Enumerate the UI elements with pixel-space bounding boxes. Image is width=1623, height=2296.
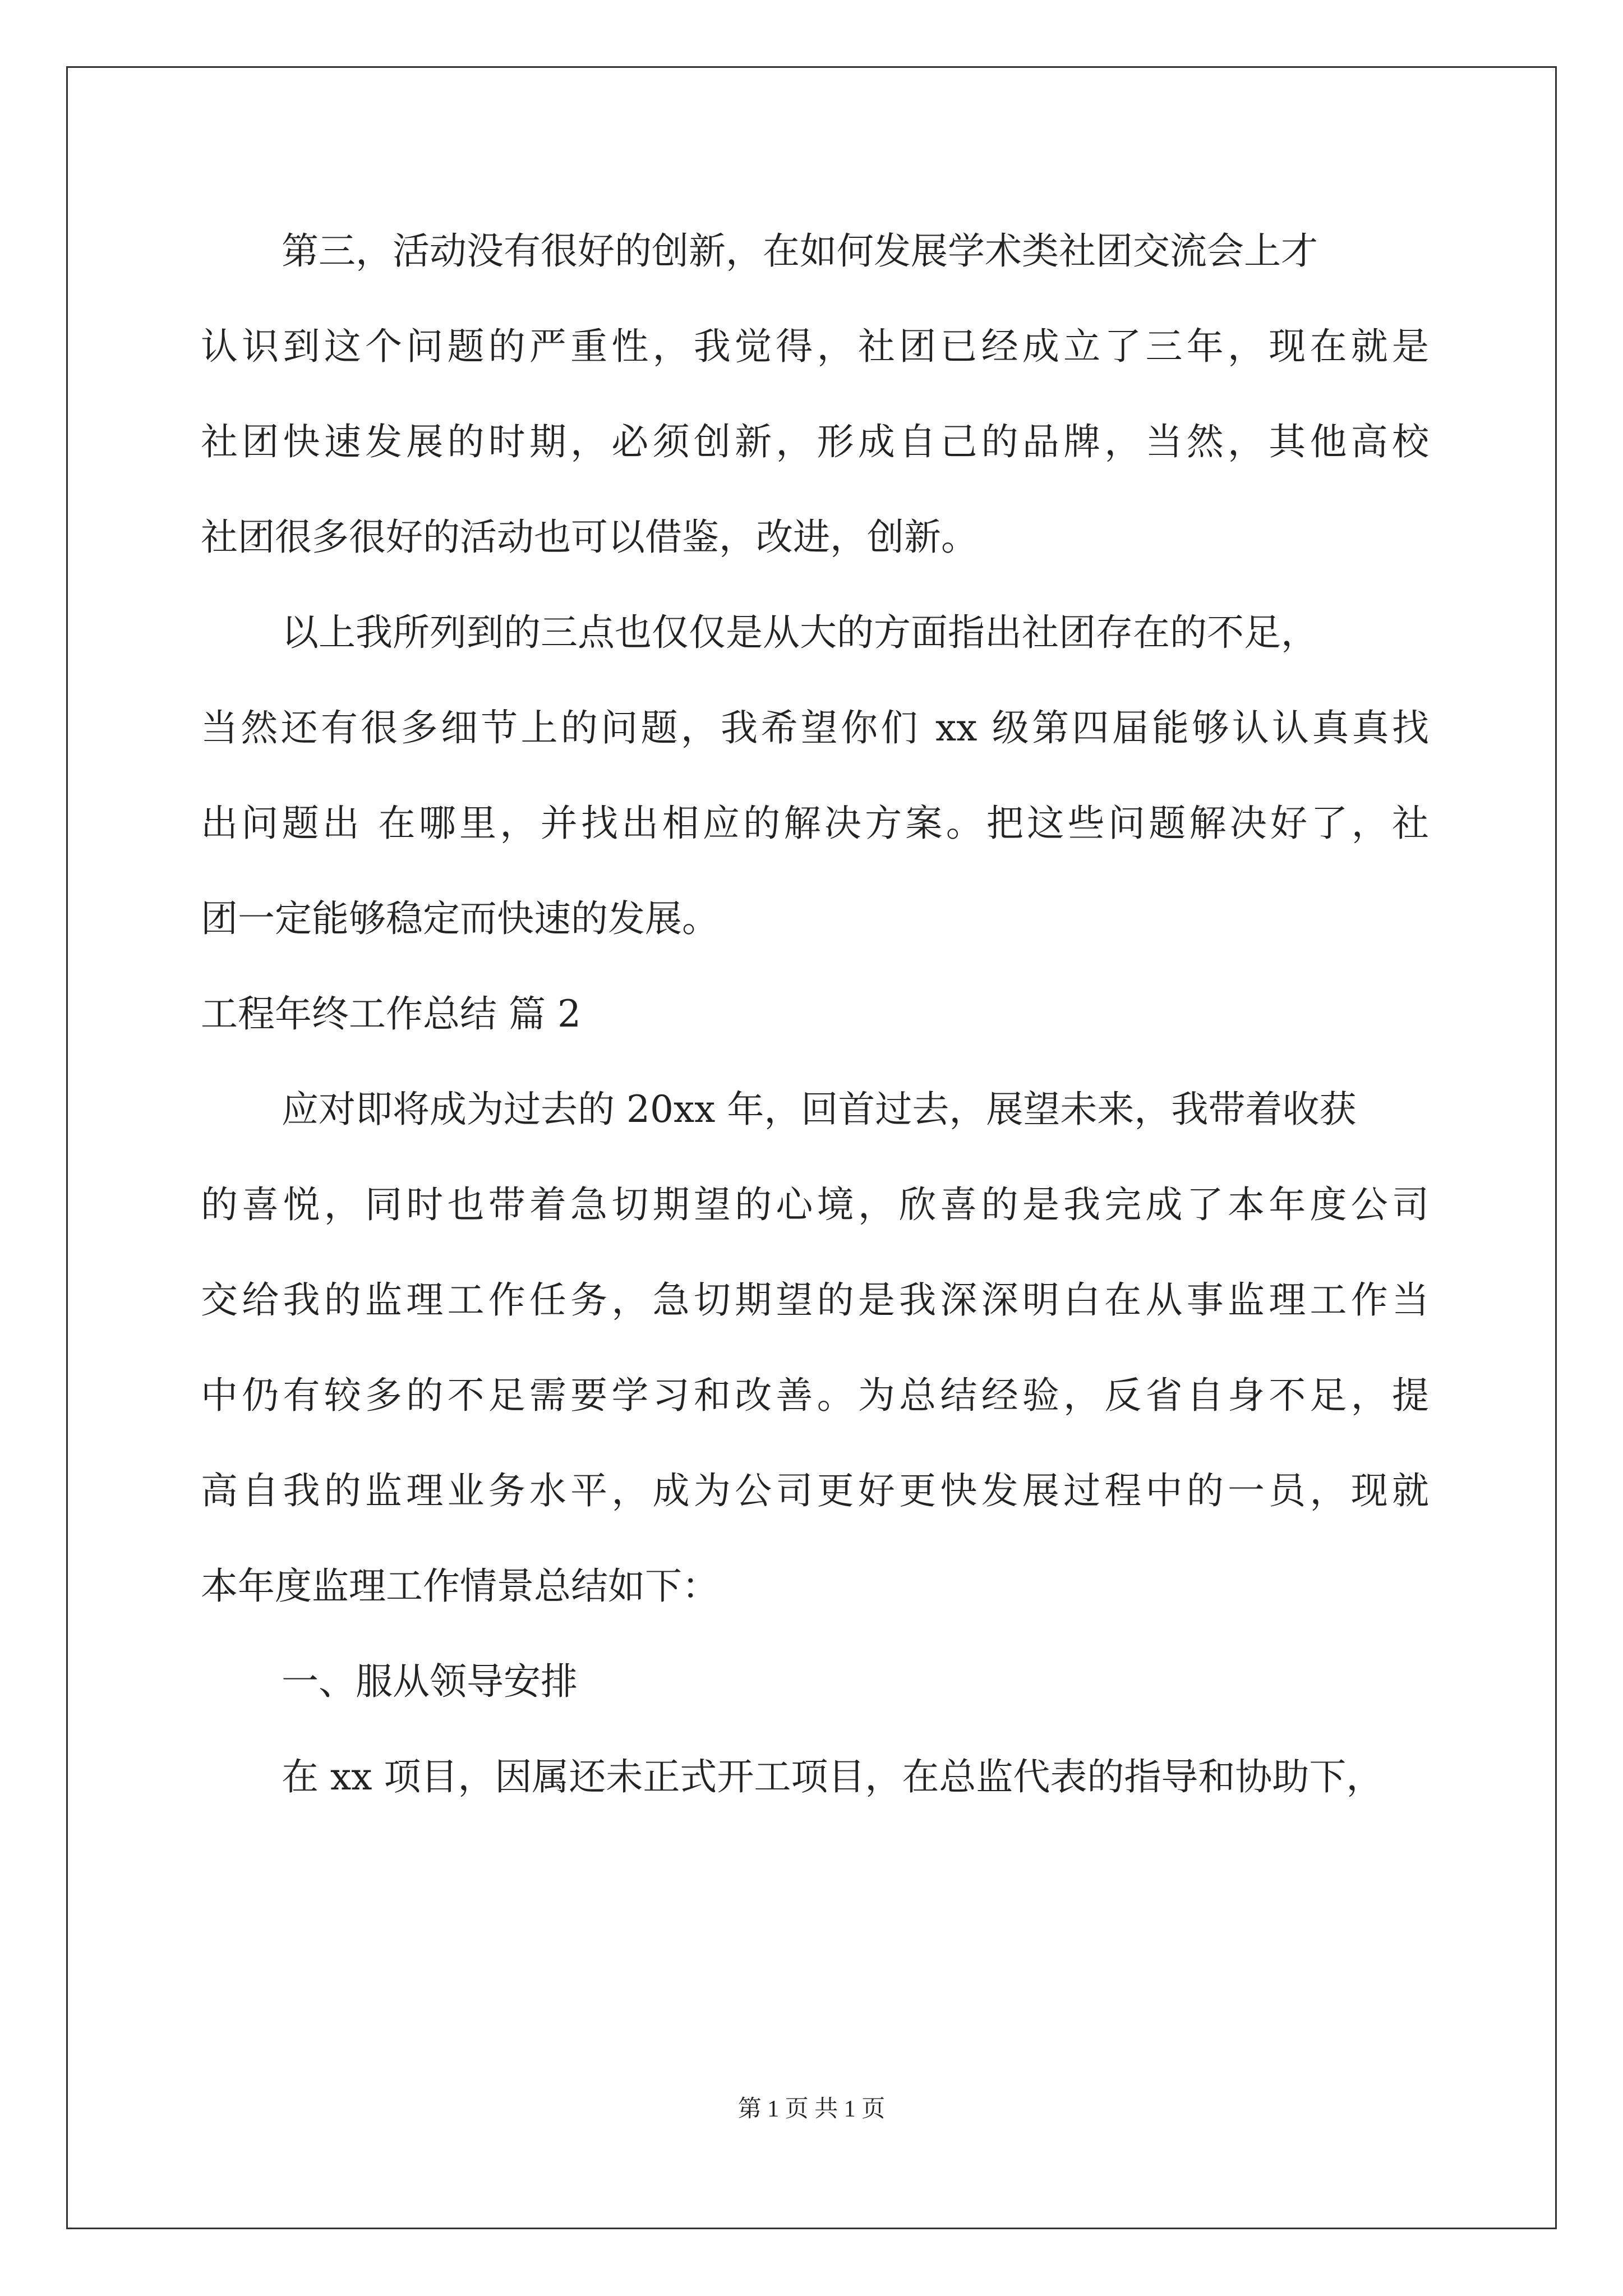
paragraph-3-line-1: 应对即将成为过去的 20xx 年，回首过去，展望未来，我带着收获 xyxy=(282,1088,1357,1131)
section-heading: 工程年终工作总结 篇 2 xyxy=(201,992,581,1036)
subheading: 一、服从领导安排 xyxy=(282,1660,578,1703)
paragraph-3-line-4: 中仍有较多的不足需要学习和改善。为总结经验，反省自身不足，提 xyxy=(201,1374,1429,1417)
paragraph-3-line-2: 的喜悦，同时也带着急切期望的心境，欣喜的是我完成了本年度公司 xyxy=(201,1183,1429,1226)
paragraph-2-line-1: 以上我所列到的三点也仅仅是从大的方面指出社团存在的不足， xyxy=(282,611,1318,654)
paragraph-1-line-1: 第三，活动没有很好的创新，在如何发展学术类社团交流会上才 xyxy=(282,229,1318,273)
page-border xyxy=(66,66,1557,2229)
page-footer: 第 1 页 共 1 页 xyxy=(737,2096,886,2122)
paragraph-1-line-3: 社团快速发展的时期，必须创新，形成自己的品牌，当然，其他高校 xyxy=(201,420,1429,463)
paragraph-3-line-5: 高自我的监理业务水平，成为公司更好更快发展过程中的一员，现就 xyxy=(201,1469,1429,1512)
paragraph-3-line-3: 交给我的监理工作任务，急切期望的是我深深明白在从事监理工作当 xyxy=(201,1278,1429,1322)
paragraph-2-line-3: 出问题出 在哪里，并找出相应的解决方案。把这些问题解决好了，社 xyxy=(201,802,1429,845)
paragraph-4-line-1: 在 xx 项目，因属还未正式开工项目，在总监代表的指导和协助下， xyxy=(282,1755,1384,1798)
paragraph-1-line-4: 社团很多很好的活动也可以借鉴，改进，创新。 xyxy=(201,516,978,559)
paragraph-1-line-2: 认识到这个问题的严重性，我觉得，社团已经成立了三年，现在就是 xyxy=(201,325,1429,368)
paragraph-3-line-6: 本年度监理工作情景总结如下： xyxy=(201,1565,719,1608)
paragraph-2-line-2: 当然还有很多细节上的问题，我希望你们 xx 级第四届能够认认真真找 xyxy=(201,706,1429,749)
paragraph-2-line-4: 团一定能够稳定而快速的发展。 xyxy=(201,897,719,940)
